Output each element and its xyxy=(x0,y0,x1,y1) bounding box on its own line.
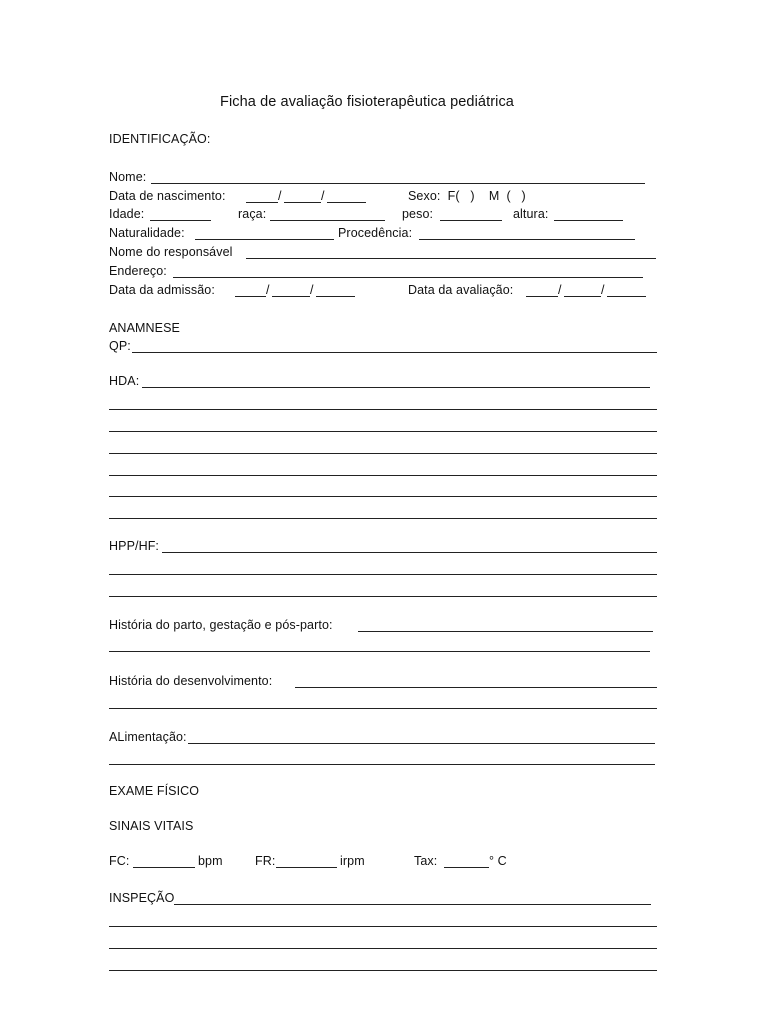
responsavel-label: Nome do responsável xyxy=(109,245,233,259)
altura-label: altura: xyxy=(513,207,549,221)
inspecao-field[interactable] xyxy=(174,904,651,905)
historia-parto-field[interactable] xyxy=(358,631,653,632)
admissao-year-field[interactable] xyxy=(316,296,355,297)
date-separator: / xyxy=(278,189,282,203)
endereco-label: Endereço: xyxy=(109,264,167,278)
hpp-hf-line[interactable] xyxy=(109,574,657,575)
procedencia-label: Procedência: xyxy=(338,226,413,240)
naturalidade-field[interactable] xyxy=(195,239,334,240)
sinais-vitais-heading: SINAIS VITAIS xyxy=(109,819,194,833)
date-separator: / xyxy=(266,283,270,297)
date-separator: / xyxy=(601,283,605,297)
date-separator: / xyxy=(558,283,562,297)
idade-field[interactable] xyxy=(150,220,211,221)
inspecao-label: INSPEÇÃO xyxy=(109,891,175,905)
tax-label: Tax: xyxy=(414,854,438,868)
inspecao-line[interactable] xyxy=(109,970,657,971)
date-separator: / xyxy=(310,283,314,297)
hda-line[interactable] xyxy=(109,409,657,410)
fr-label: FR: xyxy=(255,854,276,868)
hpp-hf-line[interactable] xyxy=(109,596,657,597)
fc-label: FC: xyxy=(109,854,130,868)
alimentacao-line[interactable] xyxy=(109,764,655,765)
historia-parto-label: História do parto, gestação e pós-parto: xyxy=(109,618,333,632)
historia-desenvolvimento-line[interactable] xyxy=(109,708,657,709)
fc-unit: bpm xyxy=(198,854,223,868)
peso-field[interactable] xyxy=(440,220,502,221)
hpp-hf-field[interactable] xyxy=(162,552,657,553)
data-nascimento-label: Data de nascimento: xyxy=(109,189,226,203)
anamnese-heading: ANAMNESE xyxy=(109,321,180,335)
admissao-month-field[interactable] xyxy=(272,296,310,297)
historia-parto-line[interactable] xyxy=(109,651,650,652)
tax-unit: ° C xyxy=(489,854,507,868)
hda-label: HDA: xyxy=(109,374,140,388)
hpp-hf-label: HPP/HF: xyxy=(109,539,160,553)
fc-field[interactable] xyxy=(133,867,195,868)
nascimento-day-field[interactable] xyxy=(246,202,278,203)
hda-line[interactable] xyxy=(109,453,657,454)
tax-field[interactable] xyxy=(444,867,489,868)
nascimento-year-field[interactable] xyxy=(327,202,366,203)
historia-desenvolvimento-field[interactable] xyxy=(295,687,657,688)
data-admissao-label: Data da admissão: xyxy=(109,283,215,297)
procedencia-field[interactable] xyxy=(419,239,635,240)
qp-label: QP: xyxy=(109,339,131,353)
alimentacao-field[interactable] xyxy=(188,743,655,744)
altura-field[interactable] xyxy=(554,220,623,221)
naturalidade-label: Naturalidade: xyxy=(109,226,185,240)
nome-field[interactable] xyxy=(151,183,645,184)
avaliacao-year-field[interactable] xyxy=(607,296,646,297)
nascimento-month-field[interactable] xyxy=(284,202,321,203)
qp-field[interactable] xyxy=(132,352,657,353)
alimentacao-label: ALimentação: xyxy=(109,730,187,744)
hda-line[interactable] xyxy=(109,475,657,476)
hda-field[interactable] xyxy=(142,387,650,388)
nome-label: Nome: xyxy=(109,170,147,184)
hda-line[interactable] xyxy=(109,431,657,432)
inspecao-line[interactable] xyxy=(109,948,657,949)
endereco-field[interactable] xyxy=(173,277,643,278)
date-separator: / xyxy=(321,189,325,203)
idade-label: Idade: xyxy=(109,207,145,221)
identificacao-heading: IDENTIFICAÇÃO: xyxy=(109,132,211,146)
data-avaliacao-label: Data da avaliação: xyxy=(408,283,514,297)
peso-label: peso: xyxy=(402,207,434,221)
avaliacao-month-field[interactable] xyxy=(564,296,601,297)
raca-field[interactable] xyxy=(270,220,385,221)
inspecao-line[interactable] xyxy=(109,926,657,927)
hda-line[interactable] xyxy=(109,496,657,497)
hda-line[interactable] xyxy=(109,518,657,519)
fr-unit: irpm xyxy=(340,854,365,868)
raca-label: raça: xyxy=(238,207,267,221)
form-title: Ficha de avaliação fisioterapêutica pediátrica xyxy=(220,94,514,110)
avaliacao-day-field[interactable] xyxy=(526,296,558,297)
fr-field[interactable] xyxy=(276,867,337,868)
exame-fisico-heading: EXAME FÍSICO xyxy=(109,784,200,798)
sexo-options[interactable]: Sexo: F( ) M ( ) xyxy=(408,189,526,203)
historia-desenvolvimento-label: História do desenvolvimento: xyxy=(109,674,273,688)
responsavel-field[interactable] xyxy=(246,258,656,259)
admissao-day-field[interactable] xyxy=(235,296,266,297)
